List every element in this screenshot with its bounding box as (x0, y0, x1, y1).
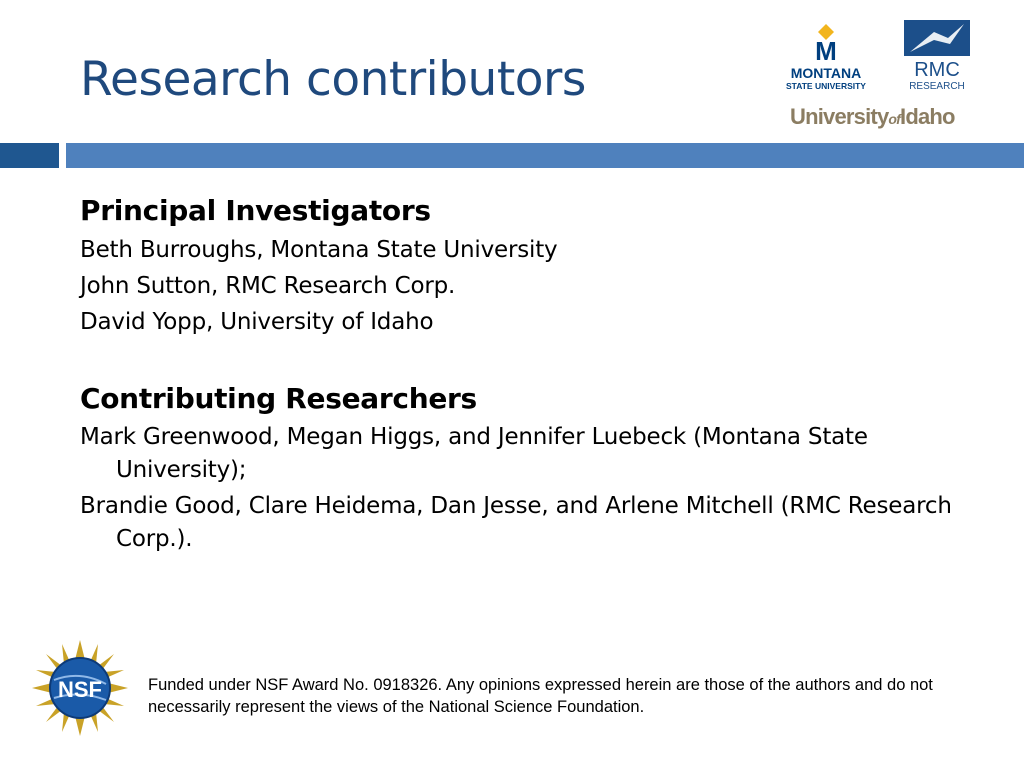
header-bar (66, 143, 1024, 168)
slide-title: Research contributors (80, 52, 586, 107)
ui-logo-part1: University (790, 104, 889, 129)
nsf-logo-text: NSF (58, 677, 102, 702)
msu-name: MONTANA (790, 65, 862, 81)
ui-logo-of: of (888, 111, 901, 127)
rmc-research-logo (904, 20, 970, 92)
rmc-name: RMC (914, 59, 960, 81)
funding-disclaimer: Funded under NSF Award No. 0918326. Any opinions expressed herein are those of the authors and do not necessarily represent the views of the National Science Foundation. (148, 676, 933, 716)
msu-logo (776, 22, 876, 92)
contributing-researchers-group: Brandie Good, Clare Heidema, Dan Jesse, and Arlene Mitchell (RMC Research Corp.). (80, 493, 952, 552)
msu-letter: M (815, 36, 837, 66)
header-bar-accent (0, 143, 59, 168)
msu-subname: STATE UNIVERSITY (786, 81, 866, 91)
principal-investigator: David Yopp, University of Idaho (80, 309, 434, 335)
ui-logo-part3: Idaho (900, 104, 955, 129)
principal-investigator: John Sutton, RMC Research Corp. (80, 273, 456, 299)
contributing-researchers-group: Mark Greenwood, Megan Higgs, and Jennifer Luebeck (Montana State University); (80, 424, 868, 483)
principal-investigator: Beth Burroughs, Montana State University (80, 237, 558, 263)
university-of-idaho-logo (790, 104, 955, 130)
slide-body (80, 192, 980, 559)
contributing-researchers-heading: Contributing Researchers (80, 382, 477, 415)
nsf-logo (32, 640, 128, 736)
rmc-subname: RESEARCH (909, 81, 965, 92)
principal-investigators-heading: Principal Investigators (80, 194, 431, 227)
